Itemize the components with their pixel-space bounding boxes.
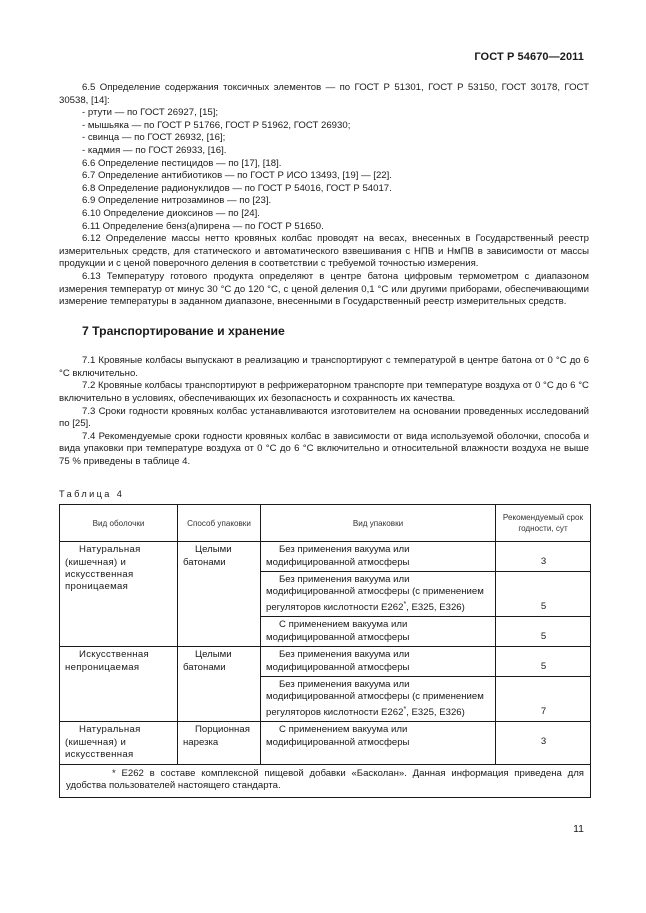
list-item: - кадмия — по ГОСТ 26933, [16]. xyxy=(82,144,227,156)
footnote-mark: * xyxy=(403,705,407,713)
packaging-cell xyxy=(261,677,496,722)
shelf-life-cell: 3 xyxy=(496,542,591,572)
table-footnote: * Е262 в составе комплексной пищевой добавки «Басколан». Данная информация приведена для удобства пользователей настоящего стандарта. xyxy=(60,764,591,797)
clause-7-3: 7.3 Сроки годности кровяных колбас устанавливаются изготовителем на основании проведенных исследований по [25]. xyxy=(59,405,589,430)
packaging-cell xyxy=(261,572,496,617)
clause-6-8: 6.8 Определение радионуклидов — по ГОСТ Р 54016, ГОСТ Р 54017. xyxy=(82,182,392,194)
table-row xyxy=(60,722,591,764)
table-row xyxy=(60,542,591,572)
packaging-text: Без применения вакуума или модифицированной атмосферы (с применением регуляторов кислотности Е262 xyxy=(266,679,484,719)
table-header-row xyxy=(60,505,591,542)
clause-6-10: 6.10 Определение диоксинов — по [24]. xyxy=(82,207,260,219)
shelf-life-cell: 5 xyxy=(496,572,591,617)
clause-7-1: 7.1 Кровяные колбасы выпускают в реализацию и транспортируют с температурой в центре батона от 0 °С до 6 °С включительно. xyxy=(59,355,589,379)
page-body xyxy=(59,82,589,798)
standard-number: ГОСТ Р 54670—2011 xyxy=(474,51,584,63)
shelf-life-cell: 3 xyxy=(496,722,591,764)
packaging-cell: Без применения вакуума или модифицированной атмосферы xyxy=(261,647,496,677)
page-number: 11 xyxy=(573,823,584,835)
clause-6-11: 6.11 Определение бенз(а)пирена — по ГОСТ Р 51650. xyxy=(82,220,324,232)
clause-7-4: 7.4 Рекомендуемые сроки годности кровяных колбас в зависимости от вида используемой оболочки, способа и вида упаковки при температуре воздуха от 0 °С до 6 °С включительно и относительной влажности воздуха не выше 75 % приведены в таблице 4. xyxy=(59,430,589,468)
casing-cell: Натуральная (кишечная) и искусственная xyxy=(60,722,178,764)
clause-6-13: 6.13 Температуру готового продукта определяют в центре батона цифровым термометром с диапазоном измерения температур от минус 30 °С до 120 °С, с ценой деления 0,1 °С или другими приборами, обеспечивающими измерение температуры в заданном диапазоне, внесенными в Государственный реестр измерительных средств. xyxy=(59,270,589,308)
method-cell: Целыми батонами xyxy=(178,542,261,647)
method-cell: Порционная нарезка xyxy=(178,722,261,764)
clause-7-2: 7.2 Кровяные колбасы транспортируют в рефрижераторном транспорте при температуре воздуха от 0 °С до 6 °С включительно в условиях, обеспечивающих их безопасность и сохранность их качества. xyxy=(59,380,589,405)
table-row xyxy=(60,647,591,677)
casing-cell: Искусственная непроницаемая xyxy=(60,647,178,722)
clause-6-9: 6.9 Определение нитрозаминов — по [23]. xyxy=(82,195,272,207)
shelf-life-cell: 5 xyxy=(496,617,591,647)
clause-6-6: 6.6 Определение пестицидов — по [17], [18]. xyxy=(82,157,282,169)
header-casing: Вид оболочки xyxy=(60,505,178,542)
shelf-life-table xyxy=(59,504,591,797)
shelf-life-cell: 5 xyxy=(496,647,591,677)
clause-6-7: 6.7 Определение антибиотиков — по ГОСТ Р ИСО 13493, [19] — [22]. xyxy=(82,170,392,182)
packaging-text: Без применения вакуума или модифицированной атмосферы (с применением регуляторов кислотности Е262 xyxy=(266,574,484,614)
packaging-text-tail: , Е325, Е326) xyxy=(406,707,465,719)
list-item: - ртути — по ГОСТ 26927, [15]; xyxy=(82,107,219,119)
header-packaging: Вид упаковки xyxy=(261,505,496,542)
list-item: - свинца — по ГОСТ 26932, [16]; xyxy=(82,132,226,144)
casing-cell: Натуральная (кишечная) и искусственная проницаемая xyxy=(60,542,178,647)
shelf-life-cell: 7 xyxy=(496,677,591,722)
clause-6-12: 6.12 Определение массы нетто кровяных колбас проводят на весах, внесенных в Государственный реестр измерительных средств, для статического и автоматического взвешивания с НПВ и НмПВ в зависимости от массы продукции и с ценой поверочного деления в соответствии с требуемой точностью измерения. xyxy=(59,233,589,270)
packaging-cell: Без применения вакуума или модифицированной атмосферы xyxy=(261,542,496,572)
list-item: - мышьяка — по ГОСТ Р 51766, ГОСТ Р 51962, ГОСТ 26930; xyxy=(82,119,351,131)
packaging-cell: С применением вакуума или модифицированной атмосферы xyxy=(261,617,496,647)
section-7-heading: 7 Транспортирование и хранение xyxy=(82,323,285,338)
header-shelf-life: Рекомендуемый срок годности, сут xyxy=(496,505,591,542)
table-footnote-row xyxy=(60,764,591,797)
packaging-text-tail: , Е325, Е326) xyxy=(406,602,465,614)
clause-6-5: 6.5 Определение содержания токсичных элементов — по ГОСТ Р 51301, ГОСТ Р 53150, ГОСТ 30178, ГОСТ 30538, [14]: xyxy=(59,82,589,106)
table-caption: Таблица 4 xyxy=(59,488,125,499)
method-cell: Целыми батонами xyxy=(178,647,261,722)
packaging-cell: С применением вакуума или модифицированной атмосферы xyxy=(261,722,496,764)
footnote-mark: * xyxy=(403,600,407,608)
header-method: Способ упаковки xyxy=(178,505,261,542)
